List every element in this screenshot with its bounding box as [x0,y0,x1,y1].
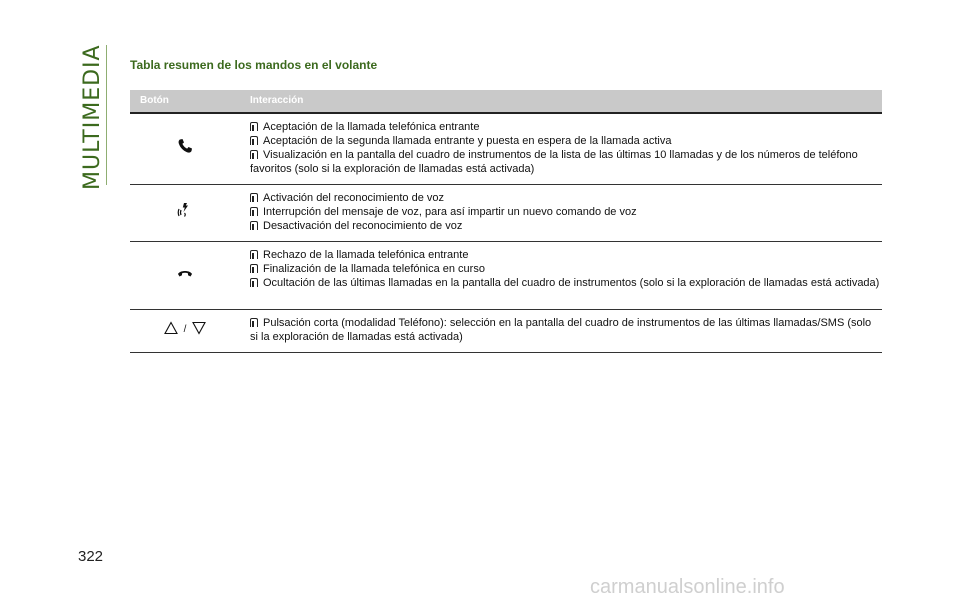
table-row [130,185,882,242]
chapter-tab [78,45,108,190]
bullet-icon [250,193,258,202]
button-cell [130,113,240,185]
list-item: Aceptación de la segunda llamada entrante y puesta en espera de la llamada activa [250,134,882,148]
list-item: Pulsación corta (modalidad Teléfono): selección en la pantalla del cuadro de instrumentos de las últimas llamadas/SMS (solo si la exploración de llamadas está activada) [250,317,872,343]
button-cell [130,242,240,310]
list-item: Rechazo de la llamada telefónica entrante [250,248,882,262]
button-cell [130,185,240,242]
list-item: Interrupción del mensaje de voz, para así impartir un nuevo comando de voz [250,205,882,219]
table-row [130,242,882,310]
button-cell [130,310,240,353]
up-arrow-icon [164,321,178,339]
chapter-rule [106,45,107,185]
table-row [130,113,882,185]
watermark-text: carmanualsonline.info [590,576,785,598]
bullet-icon [250,250,258,259]
section-title: Tabla resumen de los mandos en el volante [130,58,378,72]
voice-command-icon [176,201,194,223]
list-item: Visualización en la pantalla del cuadro de instrumentos de la lista de las últimas 10 llamadas y de los números de teléfono favoritos (solo si la exploración de llamadas está activada) [250,149,858,175]
interaction-cell [240,113,882,185]
bullet-icon [250,221,258,230]
chapter-label: MULTIMEDIA [80,44,105,190]
list-item: Ocultación de las últimas llamadas en la pantalla del cuadro de instrumentos (solo si la exploración de llamadas está activada) [250,276,882,290]
list-item: Finalización de la llamada telefónica en curso [250,262,882,276]
list-item: Aceptación de la llamada telefónica entrante [250,120,882,134]
phone-answer-icon [177,138,193,158]
separator-text: / [183,324,187,335]
interaction-cell [240,242,882,310]
phone-hangup-icon [177,268,193,282]
bullet-icon [250,318,258,327]
bullet-icon [250,136,258,145]
bullet-icon [250,278,258,287]
list-item: Activación del reconocimiento de voz [250,191,882,205]
bullet-icon [250,122,258,131]
page-number: 322 [78,548,104,565]
interaction-cell [240,310,882,353]
header-interaction: Interacción [240,90,882,113]
table-row [130,310,882,353]
table-header-row [130,90,882,113]
bullet-icon [250,264,258,273]
bullet-icon [250,150,258,159]
interaction-cell [240,185,882,242]
list-item: Desactivación del reconocimiento de voz [250,219,882,233]
controls-summary-table [130,90,882,353]
bullet-icon [250,207,258,216]
header-button: Botón [130,90,240,113]
down-arrow-icon [192,321,206,339]
